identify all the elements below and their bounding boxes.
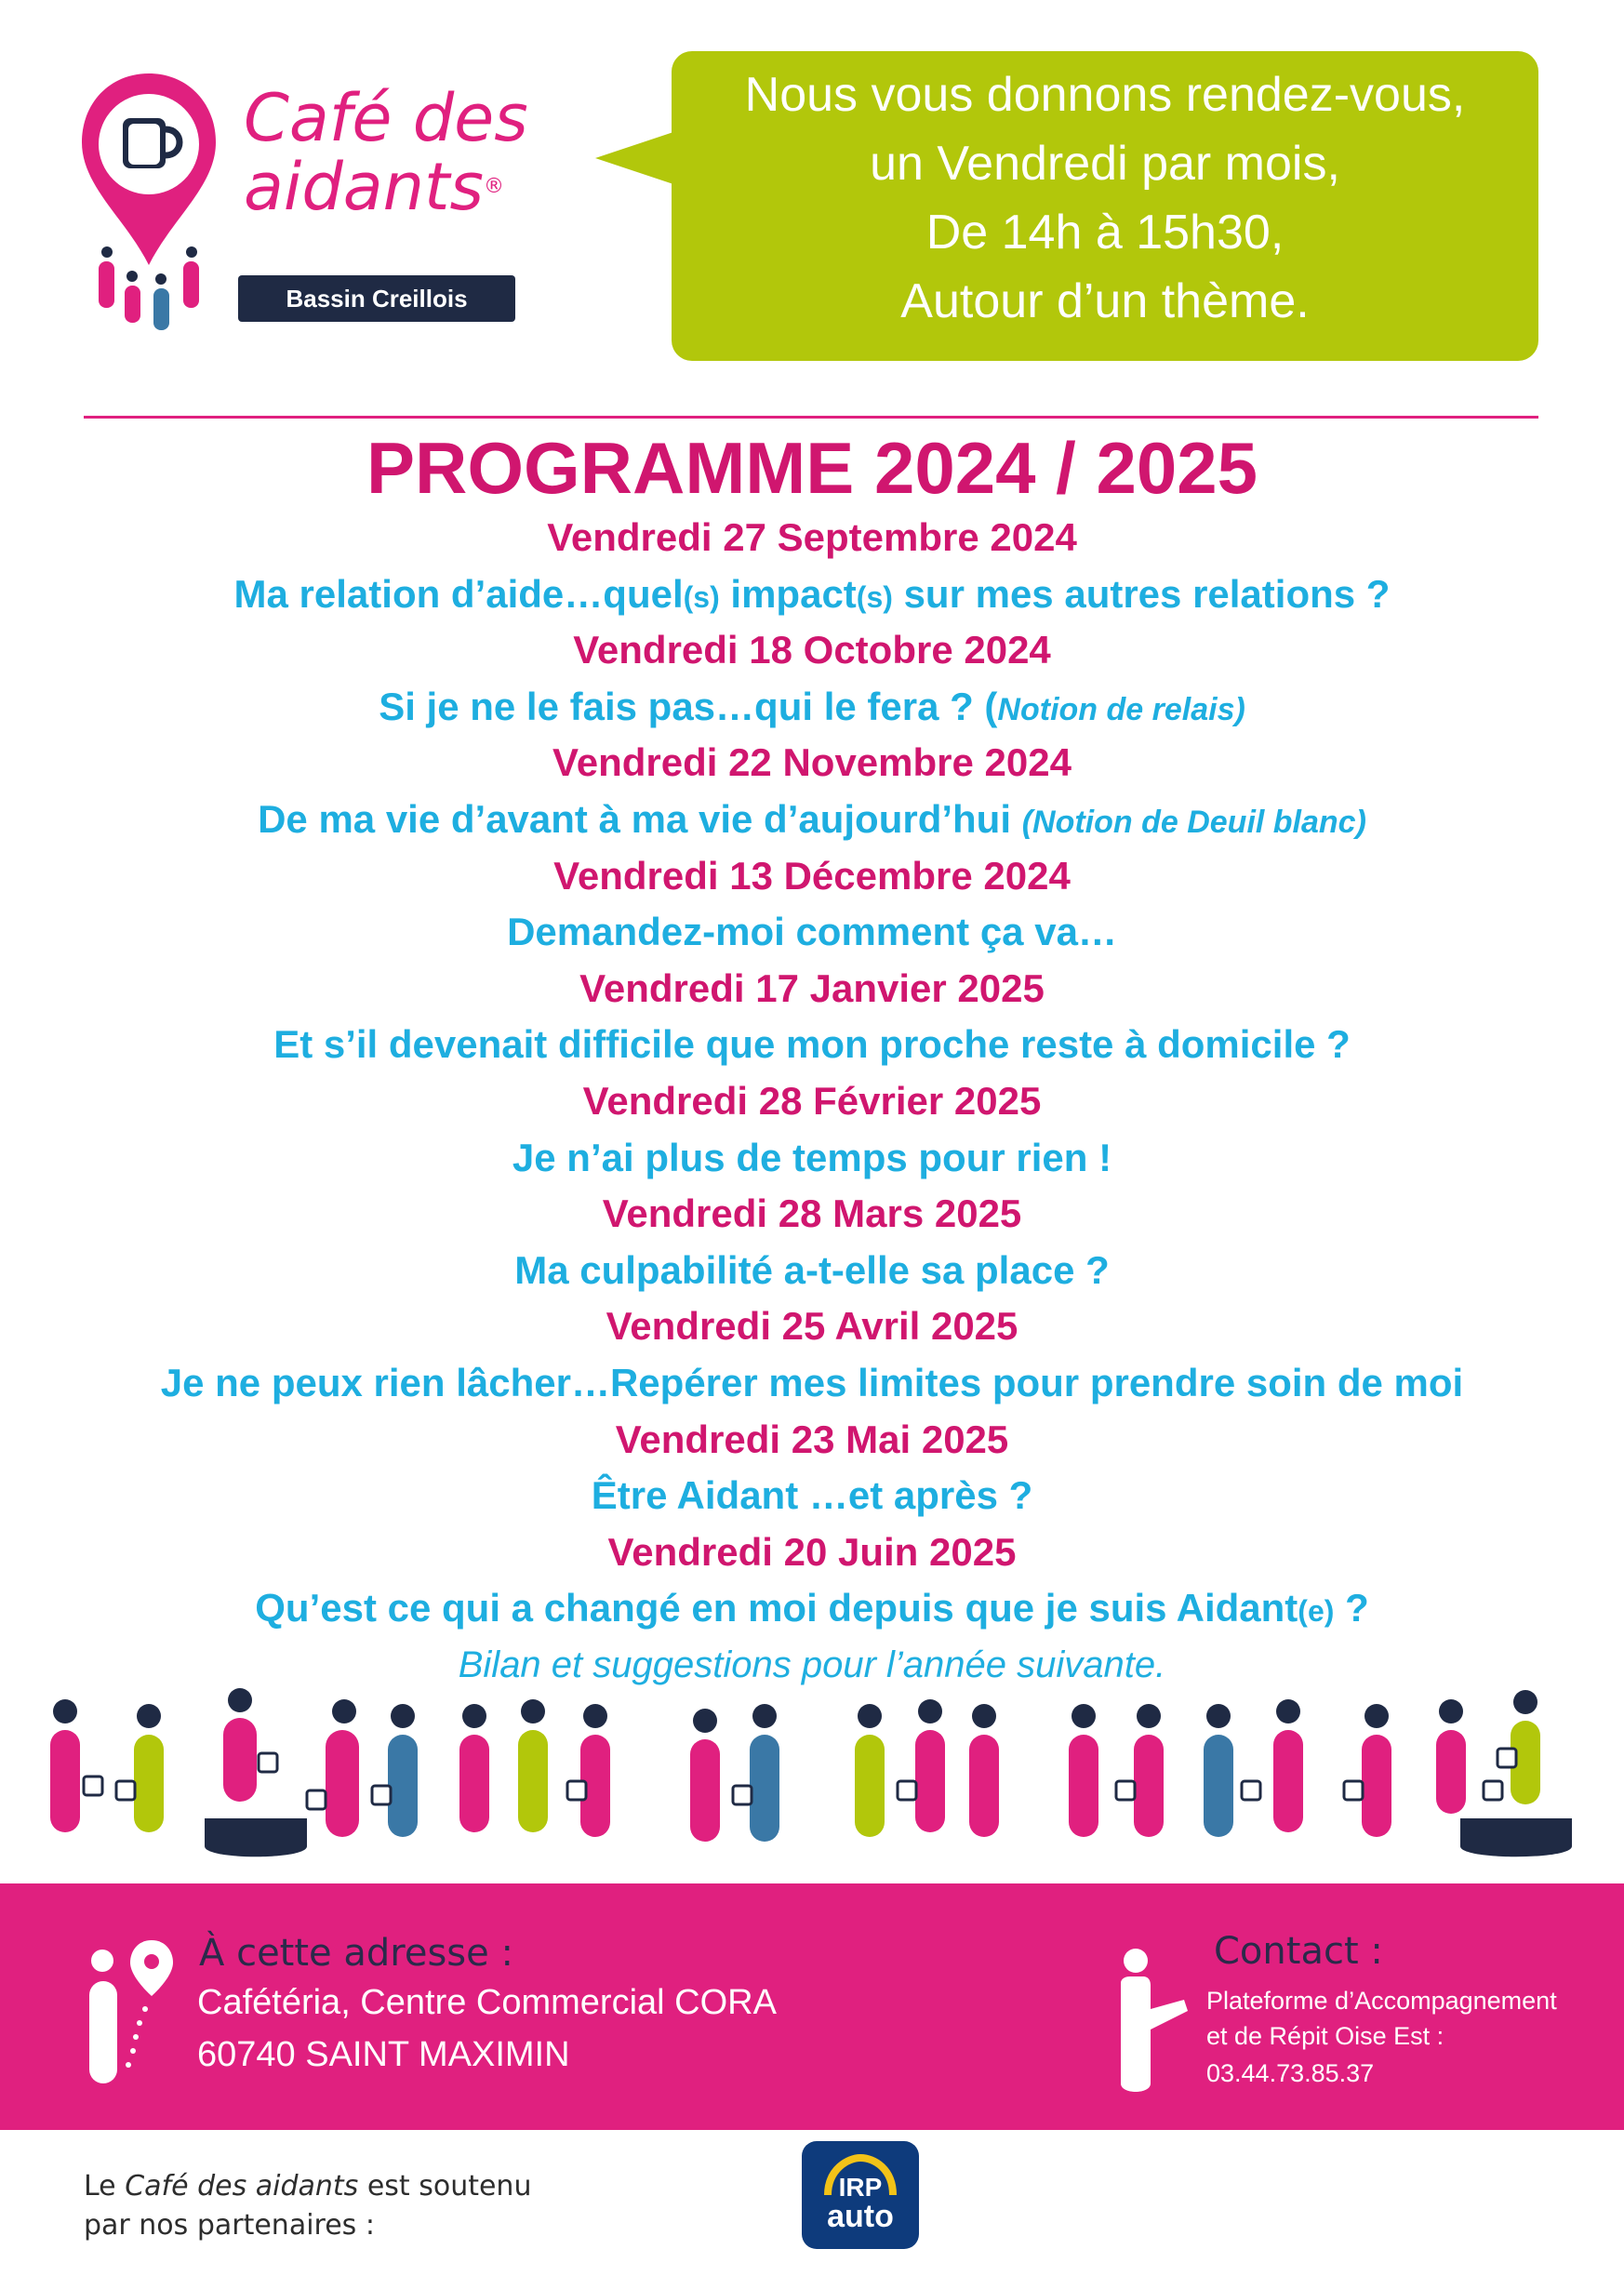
logo-title-line2: aidants® xyxy=(244,149,504,225)
speech-bubble-tail xyxy=(595,130,679,186)
session-theme: Ma relation d’aide…quel(s) impact(s) sur mes autres relations ? xyxy=(233,571,1391,616)
session-date: Vendredi 27 Septembre 2024 xyxy=(547,515,1077,559)
session-theme: De ma vie d’avant à ma vie d’aujourd’hui (Notion de Deuil blanc) xyxy=(258,796,1366,841)
speech-bubble xyxy=(672,51,1538,361)
irp-auto-logo xyxy=(802,2141,919,2249)
divider xyxy=(84,416,1538,419)
cafe-des-aidants-logo xyxy=(74,65,539,344)
address-heading: À cette adresse : xyxy=(199,1932,513,1975)
session-theme: Ma culpabilité a-t-elle sa place ? xyxy=(514,1247,1110,1292)
partners-text: Le Café des aidants est soutenu par nos partenaires : xyxy=(84,2170,532,2242)
session-date: Vendredi 22 Novembre 2024 xyxy=(552,740,1072,785)
logo-badge: Bassin Creillois xyxy=(238,275,515,322)
session-date: Vendredi 17 Janvier 2025 xyxy=(579,965,1045,1010)
session-theme: Demandez-moi comment ça va… xyxy=(507,910,1117,954)
programme-title: PROGRAMME 2024 / 2025 xyxy=(366,427,1258,509)
logo-title-line1: Café des xyxy=(244,80,528,156)
session-date: Vendredi 28 Février 2025 xyxy=(582,1078,1042,1123)
session-date: Vendredi 18 Octobre 2024 xyxy=(573,628,1051,672)
contact-heading: Contact : xyxy=(1214,1930,1383,1973)
partner-logo-bottom: auto xyxy=(827,2199,894,2234)
bubble-line: De 14h à 15h30, xyxy=(925,206,1285,260)
bubble-line: Autour d’un thème. xyxy=(900,274,1310,328)
session-theme: Je n’ai plus de temps pour rien ! xyxy=(512,1135,1112,1179)
footer-band xyxy=(0,1883,1624,2130)
session-theme: Qu’est ce qui a changé en moi depuis que je suis Aidant(e) ? xyxy=(255,1586,1369,1630)
address-line2: 60740 SAINT MAXIMIN xyxy=(197,2035,570,2074)
location-pin-cup-icon xyxy=(74,70,223,339)
bubble-line: Nous vous donnons rendez-vous, xyxy=(744,68,1466,122)
session-date: Vendredi 25 Avril 2025 xyxy=(606,1304,1018,1349)
session-theme: Et s’il devenait difficile que mon proche reste à domicile ? xyxy=(273,1022,1351,1067)
contact-line2: et de Répit Oise Est : xyxy=(1206,2022,1444,2050)
contact-line1: Plateforme d’Accompagnement xyxy=(1206,1987,1557,2015)
session-theme: Je ne peux rien lâcher…Repérer mes limites pour prendre soin de moi xyxy=(160,1360,1464,1404)
info-person-icon xyxy=(1112,1944,1195,2102)
people-illustration xyxy=(37,1688,1600,1865)
session-date: Vendredi 13 Décembre 2024 xyxy=(553,853,1071,898)
address-line1: Cafétéria, Centre Commercial CORA xyxy=(197,1983,777,2022)
bubble-line: un Vendredi par mois, xyxy=(870,137,1340,191)
session-date: Vendredi 28 Mars 2025 xyxy=(602,1191,1022,1236)
contact-phone: 03.44.73.85.37 xyxy=(1206,2059,1375,2087)
programme-schedule xyxy=(0,510,1624,1693)
session-date: Vendredi 20 Juin 2025 xyxy=(607,1529,1017,1574)
programme-closing: Bilan et suggestions pour l’année suivante. xyxy=(458,1644,1166,1685)
info-location-icon xyxy=(82,1935,184,2102)
session-theme: Si je ne le fais pas…qui le fera ? (Notion de relais) xyxy=(379,684,1245,728)
session-theme: Être Aidant …et après ? xyxy=(591,1473,1033,1518)
partner-logo-top: IRP xyxy=(838,2173,883,2202)
session-date: Vendredi 23 Mai 2025 xyxy=(615,1417,1009,1461)
